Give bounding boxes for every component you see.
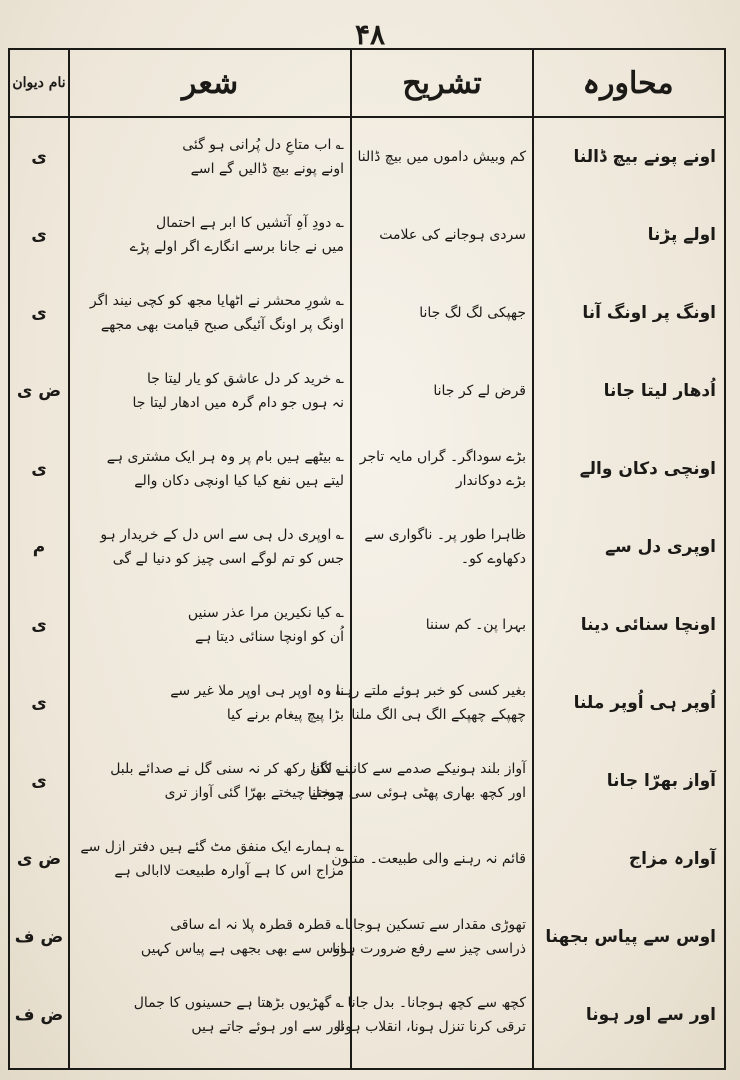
- idiom-cell: اوپری دل سے: [605, 537, 716, 557]
- idiom-cell: اونچا سنائی دینا: [580, 615, 716, 635]
- explanation-line: قائم نہ رہنے والی طبیعت۔ متلون: [331, 851, 526, 867]
- verse-cell: [70, 898, 350, 976]
- verse-line: ؎ گھڑیوں بڑھتا ہے حسینوں کا جمال: [133, 995, 344, 1011]
- verse-line: اور سے اور ہوئے جاتے ہیں: [191, 1019, 344, 1035]
- explanation-line: کچھ سے کچھ ہوجانا۔ بدل جانا: [347, 995, 526, 1011]
- idiom-cell: اونگ پر اونگ آنا: [582, 303, 716, 323]
- verse-cell: [70, 118, 350, 196]
- explanation-line: تھوڑی مقدار سے تسکین ہوجانا: [344, 917, 526, 933]
- explanation-cell: [331, 820, 532, 898]
- explanation-cell: [352, 196, 532, 274]
- verse-line: نہ ہوں جو دام گرہ میں ادھار لیتا جا: [132, 395, 344, 411]
- table-row: [10, 898, 724, 976]
- explanation-line: بڑے سوداگر۔ گراں مایہ تاجر: [359, 449, 526, 465]
- divan-cell: ی: [31, 225, 47, 245]
- table-row: [10, 976, 724, 1054]
- verse-line: ؎ ہمارے ایک منفق مٹ گئے ہیں دفتر ازل سے: [80, 839, 344, 855]
- explanation-line: بغیر کسی کو خبر ہوئے ملتے رہنا: [335, 683, 526, 699]
- divan-cell: ض ی: [16, 381, 62, 401]
- verse-line: ؎ اوپری دل ہی سے اس دل کے خریدار ہو: [100, 527, 344, 543]
- explanation-line: کم وبیش داموں میں بیچ ڈالنا: [357, 149, 526, 165]
- verse-cell: [70, 664, 350, 742]
- explanation-line: سردی ہوجانے کی علامت: [379, 227, 526, 243]
- verse-line: جس کو تم لوگے اسی چیز کو دنیا لے گی: [112, 551, 344, 567]
- verse-line: مزاج اس کا ہے آوارہ طبیعت لاابالی ہے: [114, 863, 344, 879]
- table-row: [10, 430, 724, 508]
- verse-line: ؎ شورِ محشر نے اٹھایا مجھ کو کچی نیند اگر: [89, 293, 344, 309]
- idiom-cell: اونے پونے بیچ ڈالنا: [573, 147, 716, 167]
- explanation-line: ظاہرا طور پر۔ ناگواری سے: [364, 527, 526, 543]
- verse-line: اوس سے بھی بجھی ہے پیاس کہیں: [140, 941, 344, 957]
- verse-line: ؎ اب متاعِ دل پُرانی ہو گئی: [182, 137, 344, 153]
- divan-cell: ی: [31, 459, 47, 479]
- verse-cell: [70, 742, 350, 820]
- explanation-cell: [352, 118, 532, 196]
- header-divan: نام دیوان: [12, 75, 66, 91]
- verse-line: چیختے چیختے بھرّا گئی آواز تری: [164, 785, 344, 801]
- explanation-line: قرض لے کر جانا: [433, 383, 526, 399]
- explanation-cell: [352, 274, 532, 352]
- idiom-cell: آوارہ مزاج: [628, 849, 716, 869]
- verse-line: ؎ کیا نکیرین مرا عذر سنیں: [187, 605, 344, 621]
- explanation-line: بہرا پن۔ کم سننا: [425, 617, 526, 633]
- explanation-cell: [335, 664, 532, 742]
- divan-cell: ی: [31, 693, 47, 713]
- idiom-cell: اُدھار لیتا جانا: [603, 381, 716, 401]
- verse-cell: [70, 820, 350, 898]
- explanation-cell: [337, 976, 532, 1054]
- divan-cell: ض ف: [14, 927, 64, 947]
- explanation-line: جھپکی لگ لگ جانا: [419, 305, 526, 321]
- explanation-line: چھپکے چھپکے الگ ہی الگ ملنا: [351, 707, 526, 723]
- divan-cell: ی: [31, 771, 47, 791]
- divan-cell: ی: [31, 615, 47, 635]
- verse-line: اونگ پر اونگ آئیگی صبح قیامت بھی مجھے: [100, 317, 344, 333]
- verse-line: ؎ خرید کر دل عاشق کو یار لیتا جا: [147, 371, 344, 387]
- verse-line: بڑا پیچ پیغام برنے کیا: [226, 707, 344, 723]
- idiom-cell: اولے پڑنا: [647, 225, 716, 245]
- explanation-line: اور کچھ بھاری پھٹی ہوئی سی ہوجانا: [307, 785, 526, 801]
- verse-cell: [70, 976, 350, 1054]
- explanation-line: آواز بلند ہونیکے صدمے سے کانپنے لگنا: [311, 761, 526, 777]
- explanation-line: ذراسی چیز سے رفع ضرورت ہونا: [332, 941, 526, 957]
- verse-cell: [70, 352, 350, 430]
- verse-line: ؎ وہ اوپر ہی اوپر ملا غیر سے: [170, 683, 344, 699]
- table-row: [10, 820, 724, 898]
- table-row: [10, 664, 724, 742]
- explanation-cell: [352, 430, 532, 508]
- header-verse: شعر: [181, 65, 239, 101]
- idiom-cell: اور سے اور ہونا: [585, 1005, 716, 1025]
- idiom-cell: آواز بھرّا جانا: [606, 771, 716, 791]
- explanation-cell: [352, 352, 532, 430]
- header-explanation: تشریح: [402, 65, 482, 101]
- verse-cell: [70, 430, 350, 508]
- header-idiom: محاورہ: [582, 65, 674, 101]
- divan-cell: ض ی: [16, 849, 62, 869]
- divan-cell: ض ف: [14, 1005, 64, 1025]
- idiom-cell: اُوپر ہی اُوپر ملنا: [573, 693, 716, 713]
- idiom-table: [8, 48, 726, 1070]
- verse-line: میں نے جانا برسے انگارے اگر اولے پڑے: [129, 239, 344, 255]
- verse-cell: [70, 274, 350, 352]
- verse-cell: [70, 586, 350, 664]
- verse-line: اونے پونے بیچ ڈالیں گے اسے: [190, 161, 344, 177]
- verse-line: لیتے ہیں نفع کیا کیا اونچی دکان والے: [134, 473, 344, 489]
- explanation-line: بڑے دوکاندار: [455, 473, 526, 489]
- page-number: ۴۸: [354, 18, 386, 51]
- verse-line: ؎ دودِ آہِ آتشیں کا ابر ہے احتمال: [156, 215, 344, 231]
- explanation-cell: [352, 586, 532, 664]
- table-row: [10, 196, 724, 274]
- explanation-line: دکھاوے کو۔: [460, 551, 526, 567]
- divan-cell: ی: [31, 303, 47, 323]
- table-row: [10, 508, 724, 586]
- divan-cell: ی: [31, 147, 47, 167]
- idiom-cell: اوس سے پیاس بجھنا: [545, 927, 716, 947]
- verse-line: ؎ کان رکھ کر نہ سنی گل نے صدائے بلبل: [110, 761, 344, 777]
- explanation-cell: [352, 508, 532, 586]
- table-row: [10, 742, 724, 820]
- table-row: [10, 274, 724, 352]
- explanation-line: ترقی کرنا تنزل ہونا، انقلاب ہونا: [337, 1019, 526, 1035]
- idiom-cell: اونچی دکان والے: [579, 459, 716, 479]
- divan-cell: م: [32, 537, 46, 557]
- table-row: [10, 586, 724, 664]
- verse-cell: [70, 196, 350, 274]
- verse-line: اُن کو اونچا سنائی دیتا ہے: [195, 629, 344, 645]
- verse-line: ؎ قطرہ قطرہ پلا نہ اے ساقی: [170, 917, 344, 933]
- verse-cell: [70, 508, 350, 586]
- table-row: [10, 118, 724, 196]
- explanation-cell: [307, 742, 532, 820]
- explanation-cell: [332, 898, 532, 976]
- verse-line: ؎ بیٹھے ہیں بام پر وہ ہر ایک مشتری ہے: [106, 449, 344, 465]
- table-row: [10, 352, 724, 430]
